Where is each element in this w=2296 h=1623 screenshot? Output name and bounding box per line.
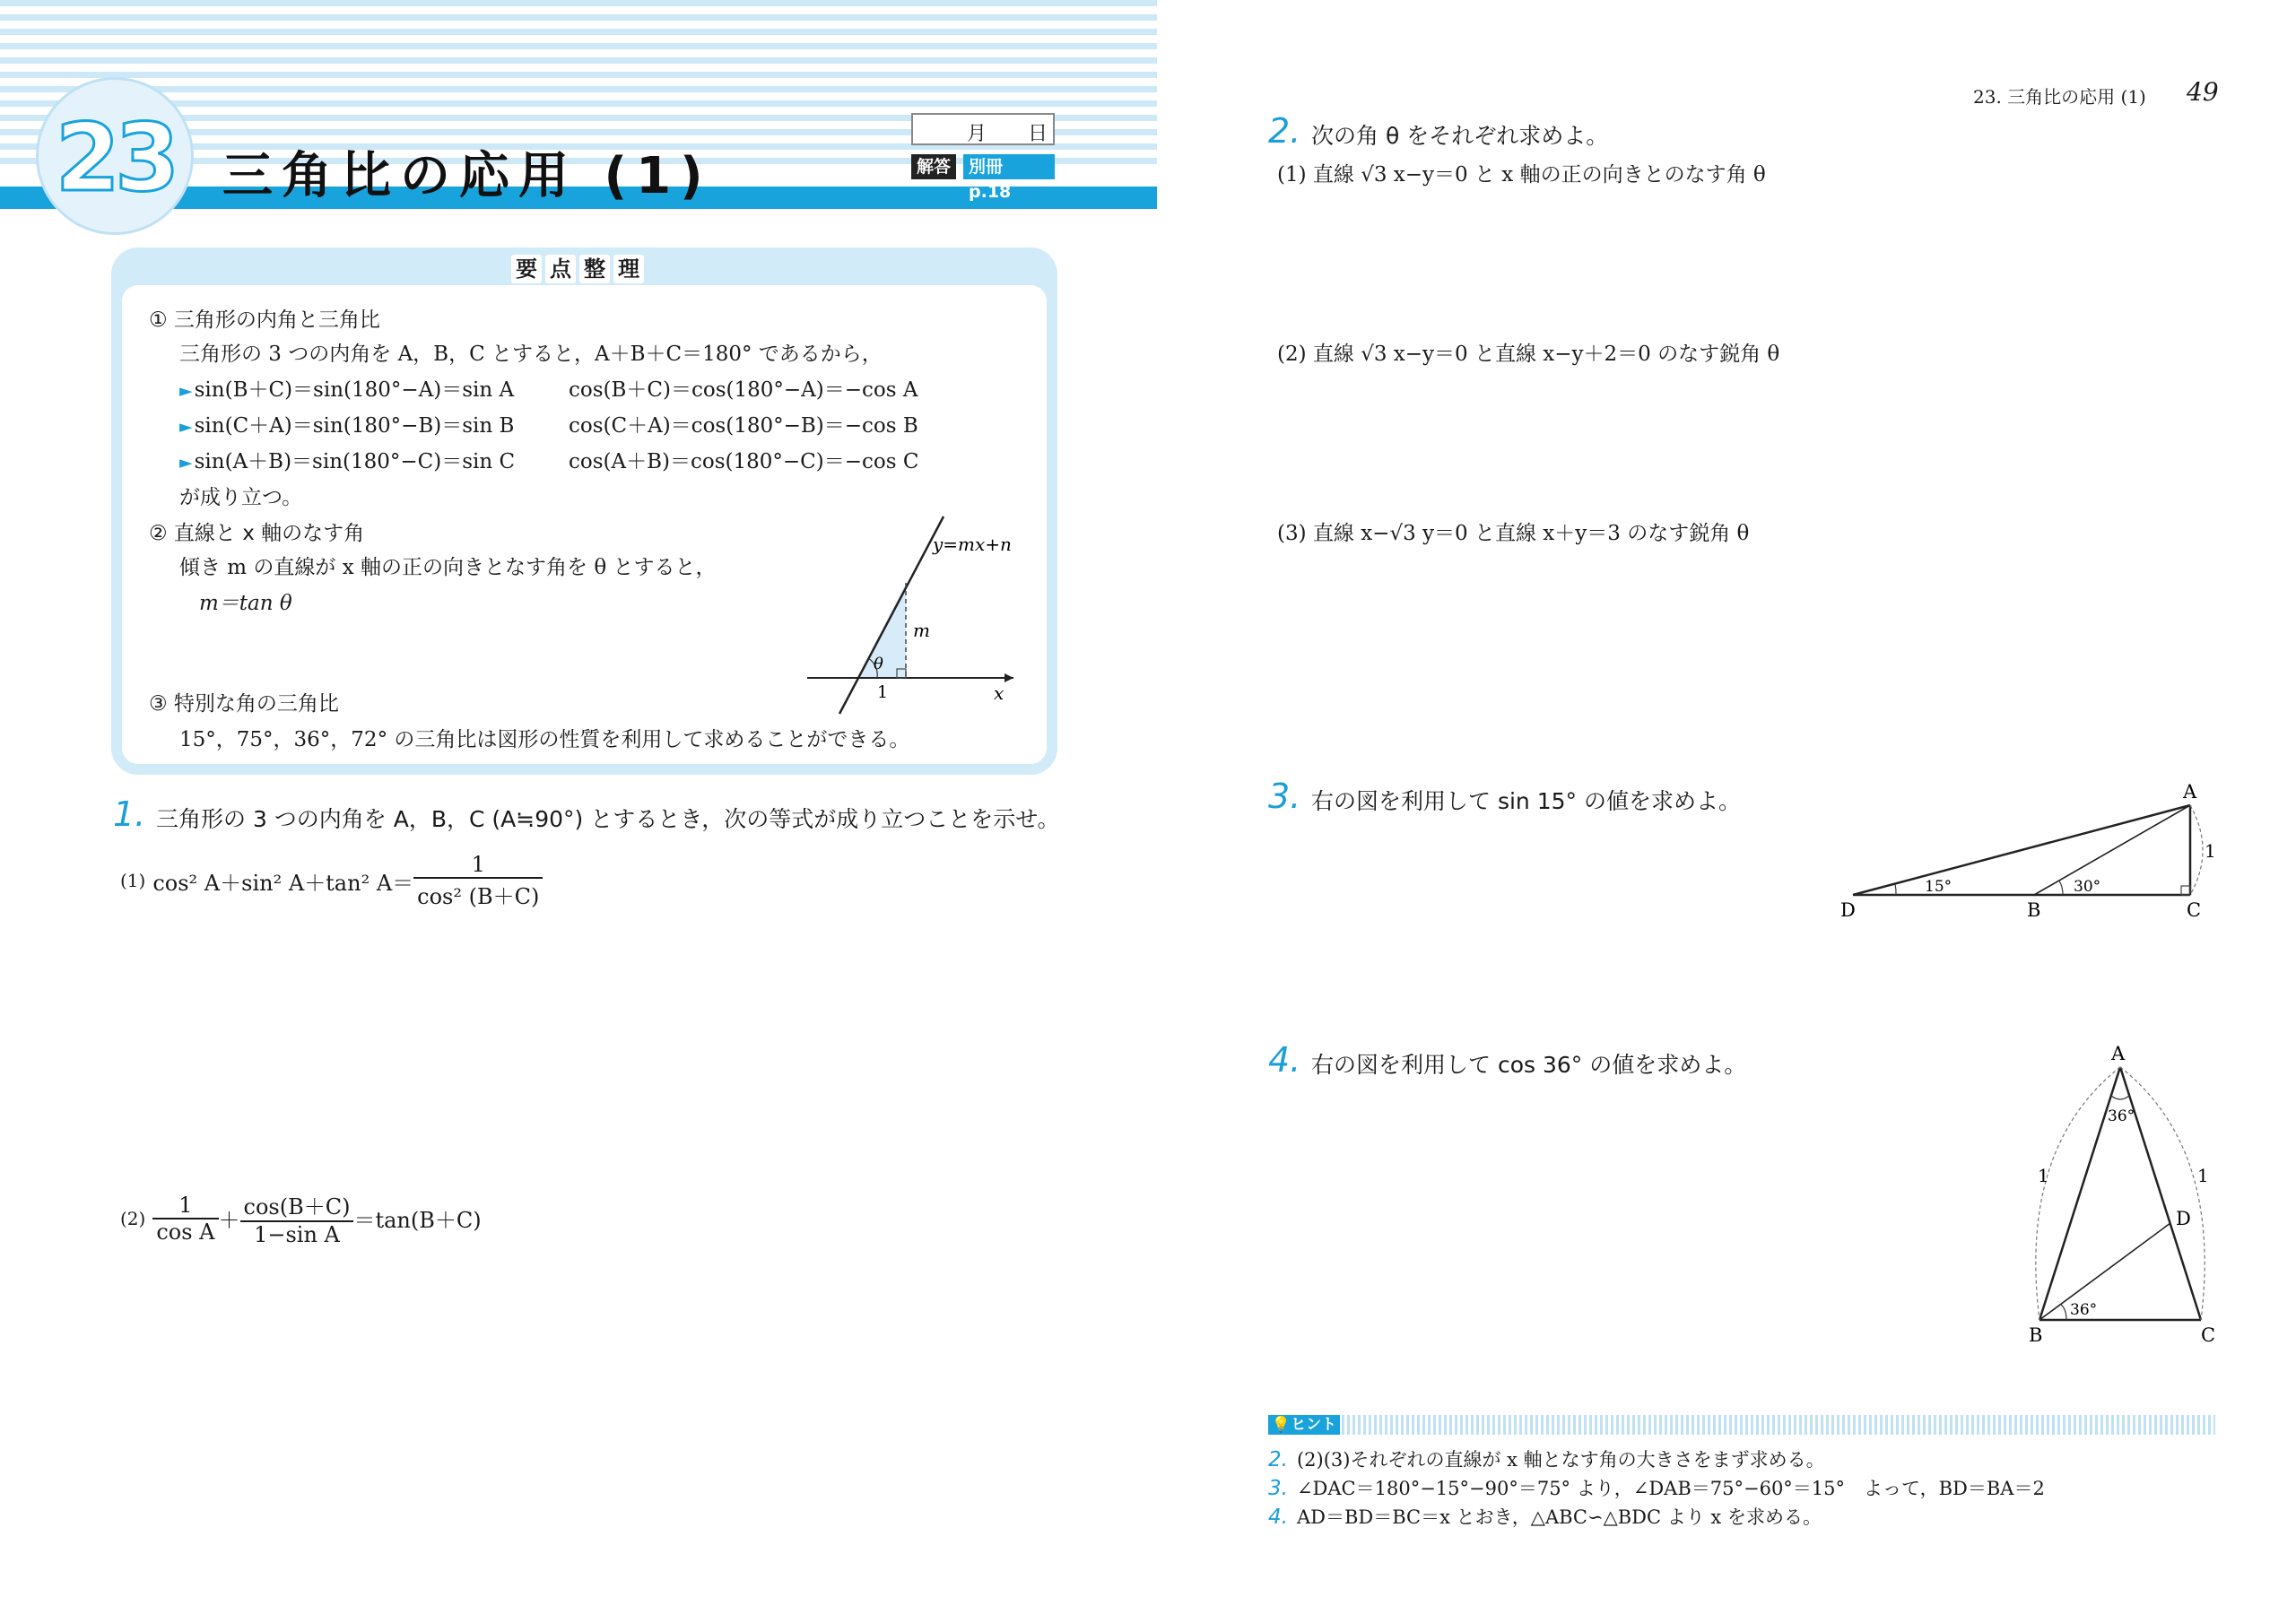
hint-label [1268,1415,1340,1435]
hint-item [1268,1503,1822,1530]
m-label: m [913,620,930,641]
q2-part1: (1) 直線 √3 x−y＝0 と x 軸の正の向きとのなす角 θ [1277,163,1766,187]
q1-part1-fraction [413,852,543,910]
vertex-a: A [2111,1043,2126,1064]
formula-sin: sin(C＋A)＝sin(180°−B)＝sin B [194,414,515,438]
vertex-b: B [2027,899,2041,921]
summary-title-char: 要 [511,255,542,283]
hint-text: ∠DAC＝180°−15°−90°＝75° より，∠DAB＝75°−60°＝15° よって，BD＝BA＝2 [1296,1478,2045,1499]
angle-30-label: 30° [2074,878,2101,896]
formula-cos: cos(B＋C)＝cos(180°−A)＝−cos A [569,378,918,402]
hint-item [1268,1445,1825,1472]
fraction-denominator: cos A [152,1218,218,1245]
formula-cos: cos(A＋B)＝cos(180°−C)＝−cos C [569,450,919,473]
summary-special-angles: 15°，75°，36°，72° の三角比は図形の性質を利用して求めることができる。 [179,728,910,751]
segment-ba [2034,805,2190,895]
q2-number: 2. [1268,111,1301,151]
q1-part2-plus: ＋ [218,1208,240,1233]
summary-heading-2: ② 直線と x 軸のなす角 [149,522,365,545]
length-one-left: 1 [2038,1165,2049,1186]
summary-heading-1: ① 三角形の内角と三角比 [149,308,380,332]
q1-part1 [120,852,543,910]
q1-part2-fraction-2 [240,1189,354,1247]
x-label: x [994,682,1004,704]
q3-number: 3. [1268,777,1301,816]
side-ac [2120,1067,2201,1320]
hint-label-text: ヒント [1291,1416,1337,1434]
q1-part2-label: (2) [120,1207,146,1229]
fraction-denominator: cos² (B＋C) [413,877,543,910]
triangle-bullet-icon: ► [179,381,193,401]
summary-title-char: 整 [579,255,610,283]
q2-text: 次の角 θ をそれぞれ求めよ。 [1311,123,1609,149]
slope-line [839,516,944,714]
q4-text: 右の図を利用して cos 36° の値を求めよ。 [1311,1052,1747,1078]
date-box[interactable] [911,113,1055,145]
chapter-badge [36,77,194,235]
angle-30-arc [2059,881,2063,895]
answer-label: 解答 [911,154,956,179]
summary-outro: が成り立つ。 [179,486,303,509]
hint-number: 4. [1268,1506,1288,1529]
slope-figure [789,508,1022,723]
fraction-denominator: 1−sin A [240,1220,354,1247]
vertex-d: D [2176,1208,2191,1229]
theta-label: θ [874,655,883,673]
hint-item [1268,1474,2045,1501]
hint-text: (2)(3)それぞれの直線が x 軸となす角の大きさをまず求める。 [1296,1449,1825,1471]
q1-part2-fraction-1 [152,1193,218,1245]
fraction-numerator: 1 [471,852,485,877]
x-axis-arrow-icon [1004,673,1013,682]
q2-part2: (2) 直線 √3 x−y＝0 と直線 x−y＋2＝0 のなす鋭角 θ [1277,343,1780,366]
length-brace [2190,805,2203,895]
formula-sin: sin(B＋C)＝sin(180°−A)＝sin A [194,378,515,402]
formula-cos: cos(C＋A)＝cos(180°−B)＝−cos B [569,414,918,438]
formula-row [179,409,514,438]
q3-text: 右の図を利用して sin 15° の値を求めよ。 [1311,788,1741,814]
hint-text: AD＝BD＝BC＝x とおき，△ABC∽△BDC より x を求める。 [1296,1506,1822,1528]
vertex-c: C [2201,1324,2216,1345]
date-day: 日 [1028,123,1048,145]
date-month: 月 [967,123,987,145]
angle-b-label: 36° [2070,1301,2098,1319]
vertex-d: D [1840,899,1856,921]
vertex-c: C [2187,899,2202,921]
fraction-numerator: cos(B＋C) [243,1194,351,1219]
q1-text: 三角形の 3 つの内角を A，B，C (A≒90°) とするとき，次の等式が成り立つことを示せ。 [156,806,1060,832]
side-da [1853,805,2190,895]
vertex-a: A [2183,781,2197,803]
summary-intro: 三角形の 3 つの内角を A，B，C とすると，A＋B＋C＝180° であるから， [179,343,883,366]
q4-figure [2009,1040,2242,1345]
angle-15-arc [1895,884,1896,895]
q1-part2-rhs: ＝tan(B＋C) [353,1208,482,1233]
length-one: 1 [2205,840,2216,862]
q1-part1-label: (1) [120,870,146,891]
summary-title-char: 点 [545,255,576,283]
page-number: 49 [2187,77,2219,107]
segment-bd [2039,1223,2170,1320]
summary-title [511,255,644,283]
chapter-title: 三角比の応用 (1) [222,147,712,205]
q4-number: 4. [1268,1040,1301,1080]
q2-part3: (3) 直線 x−√3 y＝0 と直線 x＋y＝3 のなす鋭角 θ [1277,522,1750,545]
answer-ref[interactable]: 別冊 p.18 [963,154,1055,179]
vertex-b: B [2029,1324,2043,1345]
q1-part2 [120,1189,482,1247]
line-label: y=mx+n [933,534,1012,555]
q1-number: 1. [113,794,146,834]
angle-15-label: 15° [1925,878,1952,896]
running-head: 23. 三角比の応用 (1) [1973,86,2146,108]
summary-heading-3: ③ 特別な角の三角比 [149,692,339,716]
hint-number: 2. [1268,1448,1288,1471]
q1-part1-lhs: cos² A＋sin² A＋tan² A＝ [152,871,414,896]
q3-figure [1821,778,2233,922]
summary-slope-text: 傾き m の直線が x 軸の正の向きとなす角を θ とすると， [179,556,717,579]
angle-a-arc [2111,1096,2129,1099]
lightbulb-icon: 💡 [1271,1416,1292,1434]
fraction-numerator: 1 [178,1192,193,1218]
hint-number: 3. [1268,1477,1288,1500]
hint-bar [1342,1415,2215,1435]
formula-sin: sin(A＋B)＝sin(180°−C)＝sin C [194,450,516,473]
angle-a-label: 36° [2108,1107,2135,1125]
angle-b-arc [2061,1305,2066,1320]
right-angle-mark [2181,886,2190,895]
one-label: 1 [877,682,889,702]
summary-title-char: 理 [613,255,644,283]
triangle-bullet-icon: ► [179,453,193,473]
length-one-right: 1 [2197,1165,2209,1186]
summary-slope-formula: m＝tan θ [199,592,292,615]
side-ab [2039,1067,2120,1320]
triangle-bullet-icon: ► [179,417,193,437]
chapter-number: 23 [55,103,175,213]
formula-row [179,373,514,403]
formula-row [179,445,515,474]
